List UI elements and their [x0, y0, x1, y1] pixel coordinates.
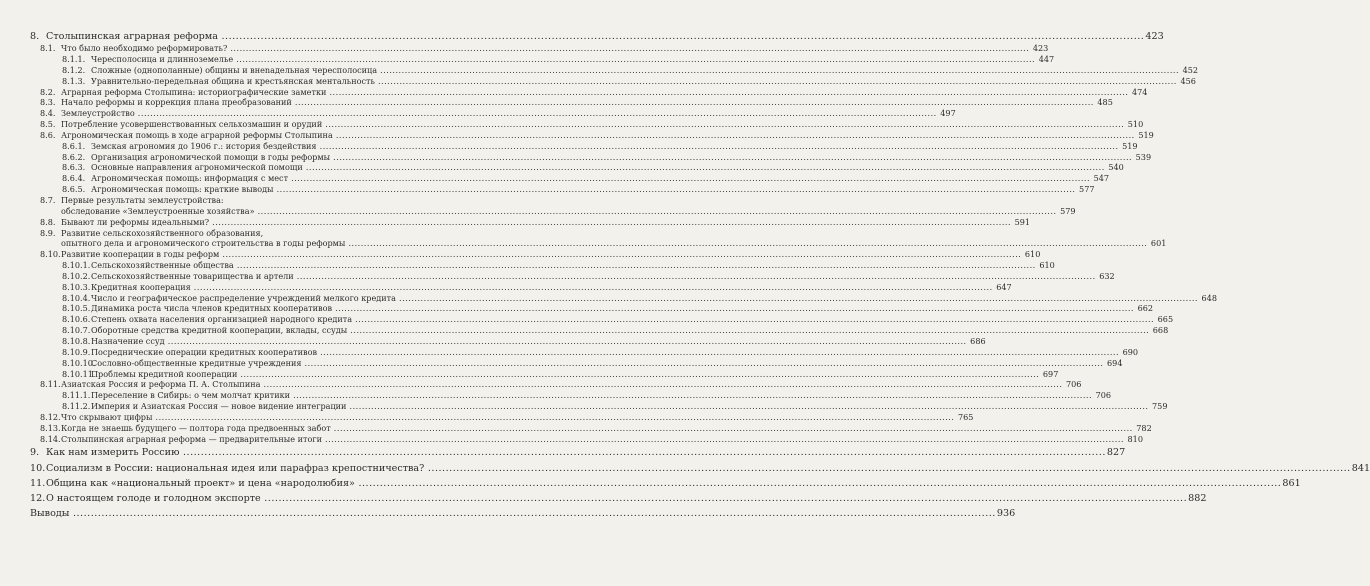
toc-entry-title: Назначение ссуд ..... [91, 336, 967, 347]
toc-entry [0, 401, 1168, 412]
toc-entry-title: Что было необходимо реформировать? ..... [61, 43, 1029, 54]
toc-entry-title: Сословно-общественные кредитные учреждения ..... [91, 358, 1103, 369]
toc-entry-title: Степень охвата населения организацией народного кредита ..... [91, 314, 1154, 325]
toc-entry-number: 8.10.11. [62, 368, 96, 379]
toc-entry-page: 759 [1152, 401, 1168, 412]
toc-entry-title: Выводы ..... [30, 507, 996, 520]
toc-entry [0, 173, 1110, 184]
toc-entry-number: 8.4. [40, 108, 56, 119]
toc-entry-page: 694 [1107, 357, 1123, 368]
toc-entry-number: 8.10.4. [62, 292, 91, 303]
toc-entry-page: 497 [940, 108, 956, 119]
toc-entry-number: 8.11.2. [62, 401, 91, 412]
toc-entry-page: 423 [1145, 31, 1164, 42]
toc-entry-number: 8.6.3. [62, 162, 86, 173]
toc-entry [0, 97, 1113, 108]
toc-entry [0, 281, 1012, 293]
toc-entry-title: Община как «национальный проект» и цена «народолюбия» ..... [46, 477, 1281, 490]
toc-entry-title: обследование «Землеустроенные хозяйства» ..... [61, 206, 1057, 217]
toc-entry-title: Аграрная реформа Столыпина: историографические заметки ..... [61, 87, 1128, 98]
toc-entry [0, 422, 1152, 434]
toc-entry-number: 8.6.1. [62, 140, 86, 151]
toc-entry-title: Империя и Азиатская Россия — новое видение интеграции ..... [91, 401, 1148, 412]
toc-entry-page: 841 [1351, 462, 1370, 474]
toc-entry-number: 11. [30, 477, 46, 489]
toc-entry-page: 706 [1065, 379, 1082, 390]
toc-entry-page: 706 [1095, 390, 1112, 401]
toc-entry [0, 368, 1059, 380]
toc-entry-title: Сельскохозяйственные общества ..... [91, 260, 1036, 271]
toc-entry-title: Что скрывают цифры ..... [61, 412, 954, 423]
toc-entry-page: 782 [1136, 422, 1152, 433]
toc-entry [0, 492, 1207, 505]
toc-entry-page: 452 [1182, 64, 1199, 75]
toc-entry-page: 423 [1032, 43, 1049, 54]
toc-entry-page: 668 [1152, 325, 1169, 336]
toc-entry-title: Как нам измерить Россию ..... [46, 446, 1106, 459]
toc-entry-page: 827 [1106, 447, 1126, 459]
toc-entry-title: Азиатская Россия и реформа П. А. Столыпина ..... [61, 379, 1062, 390]
toc-entry-page: 519 [1122, 140, 1138, 151]
toc-entry-page: 690 [1122, 346, 1139, 357]
toc-entry-number: 8.1. [40, 43, 56, 54]
toc-entry-title: Земская агрономия до 1906 г.: история бездействия ..... [91, 141, 1119, 152]
toc-entry-title: Столыпинская аграрная реформа — предварительные итоги ..... [61, 434, 1124, 445]
toc-entry-title: Посреднические операции кредитных кооперативов ..... [91, 347, 1119, 358]
toc-entry-number: 8.3. [40, 97, 56, 108]
toc-entry [0, 184, 1095, 195]
toc-entry-title: Агрономическая помощь в ходе аграрной реформы Столыпина ..... [61, 130, 1135, 141]
toc-entry-number: 8.13. [40, 422, 61, 433]
toc-entry-number: 8.7. [40, 195, 56, 205]
toc-entry-page: 882 [1188, 492, 1207, 504]
toc-entry-number: 12. [30, 492, 46, 504]
toc-entry-title: Чересполосица и длинноземелье ..... [91, 54, 1035, 65]
toc-entry [0, 346, 1139, 358]
toc-entry-number: 8.10.2. [62, 270, 91, 281]
toc-entry-title: Проблемы кредитной кооперации ..... [91, 369, 1039, 380]
toc-entry-page: 601 [1150, 238, 1167, 249]
toc-entry-title: Первые результаты землеустройства: [61, 195, 224, 205]
toc-entry-title: Землеустройство ..... [61, 108, 937, 119]
toc-entry-number: 9. [30, 447, 40, 459]
toc-entry-title: Сложные (однополанные) общины и внеnадельная чересполосица ..... [91, 65, 1179, 76]
toc-entry-title: Сельскохозяйственные товарищества и артели ..... [91, 271, 1096, 282]
toc-entry-number: 8.10.3. [62, 281, 91, 292]
toc-entry [0, 303, 1154, 314]
toc-entry-page: 861 [1282, 477, 1301, 489]
toc-entry-number: 8.2. [40, 86, 56, 97]
toc-entry-number: 8.12. [40, 411, 61, 422]
toc-entry-number: 8.10.1. [62, 260, 91, 271]
toc-entry-title: Основные направления агрономической помощи ..... [91, 162, 1105, 173]
toc-entry-page: 447 [1038, 54, 1055, 65]
toc-entry-page: 810 [1127, 433, 1143, 444]
toc-entry-number: 8.10.10. [62, 357, 96, 368]
toc-entry [0, 30, 1164, 43]
toc-entry [0, 335, 986, 347]
toc-entry-page: 474 [1131, 86, 1148, 97]
toc-entry-number: 8.5. [40, 119, 56, 130]
toc-entry [0, 462, 1370, 475]
toc-entry-number: 8.11. [40, 379, 61, 390]
table-of-contents [0, 30, 1370, 520]
toc-entry [0, 151, 1152, 163]
toc-entry-title: Развитие сельскохозяйственного образования, [61, 227, 264, 238]
toc-entry-number: 8.6. [40, 129, 56, 140]
toc-entry [0, 205, 1076, 217]
toc-entry-number: 8.6.5. [62, 184, 86, 195]
toc-entry-title: Число и географическое распределение учреждений мелкого кредита ..... [91, 293, 1198, 304]
toc-entry-title: опытного дела и агрономического строительства в годы реформы ..... [61, 238, 1147, 249]
toc-entry-page: 610 [1039, 260, 1055, 271]
toc-entry-page: 577 [1079, 184, 1095, 195]
toc-entry-title: Оборотные средства кредитной кооперации, вклады, ссуды ..... [91, 325, 1149, 336]
toc-entry-title: Столыпинская аграрная реформа ..... [46, 30, 1144, 43]
toc-entry-title: Переселение в Сибирь: о чем молчат критики ..... [91, 390, 1092, 401]
toc-entry-page: 665 [1157, 314, 1174, 325]
toc-entry [0, 238, 1167, 249]
toc-entry-page: 697 [1042, 368, 1059, 379]
toc-entry-number: 8.1.1. [62, 54, 86, 65]
toc-entry-page: 579 [1060, 205, 1076, 216]
toc-entry [0, 249, 1041, 260]
toc-entry-page: 765 [957, 411, 974, 422]
toc-entry-page: 662 [1137, 303, 1154, 314]
toc-entry-page: 632 [1099, 270, 1115, 281]
toc-entry-title: Бывают ли реформы идеальными? ..... [61, 217, 1011, 228]
toc-entry [0, 108, 956, 119]
toc-entry-page: 547 [1093, 173, 1110, 184]
toc-entry [0, 411, 974, 423]
toc-entry [0, 379, 1082, 390]
toc-entry [0, 43, 1049, 54]
toc-entry [0, 228, 398, 239]
toc-entry [0, 477, 1301, 490]
toc-entry-number: 8.8. [40, 216, 56, 227]
toc-entry [0, 140, 1138, 152]
toc-entry-title: Социализм в России: национальная идея или парафраз крепостничества? ..... [46, 462, 1351, 475]
toc-entry-title: Динамика роста числа членов кредитных кооперативов ..... [91, 303, 1134, 314]
toc-entry [0, 270, 1115, 282]
toc-entry [0, 314, 1174, 325]
toc-entry-number: 8.14. [40, 433, 61, 444]
toc-entry [0, 357, 1123, 369]
toc-entry-number: 8.6.2. [62, 151, 86, 162]
toc-entry-number: 8.10.9. [62, 346, 91, 357]
toc-entry-number: 10. [30, 462, 46, 474]
toc-entry-title: Кредитная кооперация ..... [91, 282, 993, 293]
toc-entry [0, 260, 1055, 271]
toc-entry [0, 64, 1199, 76]
toc-entry [0, 325, 1169, 336]
toc-entry [0, 129, 1154, 141]
toc-entry [0, 195, 398, 206]
toc-entry-title: О настоящем голоде и голодном экспорте ..... [46, 492, 1187, 505]
toc-entry [0, 75, 1196, 87]
toc-entry-title: Агрономическая помощь: информация с мест ..... [91, 173, 1090, 184]
toc-entry-page: 610 [1024, 249, 1041, 260]
toc-entry-title: Агрономическая помощь: краткие выводы ..... [91, 184, 1076, 195]
toc-entry-page: 647 [996, 281, 1012, 292]
toc-entry-title: Когда не знаешь будущего — полтора года предвоенных забот ..... [61, 423, 1133, 434]
toc-entry-page: 936 [996, 508, 1016, 520]
toc-entry-number: 8.10.5. [62, 303, 91, 314]
toc-entry [0, 507, 1016, 520]
toc-entry-number: 8.9. [40, 227, 56, 238]
toc-entry [0, 119, 1144, 130]
toc-entry-page: 591 [1014, 216, 1031, 227]
toc-entry-number: 8.11.1. [62, 390, 91, 401]
toc-entry-number: 8.10. [40, 249, 61, 260]
toc-entry-page: 686 [970, 335, 986, 346]
toc-entry [0, 433, 1143, 445]
toc-entry [0, 54, 1055, 65]
toc-entry-page: 510 [1127, 119, 1144, 130]
toc-entry-title: Начало реформы и коррекция плана преобразований ..... [61, 97, 1094, 108]
toc-entry [0, 292, 1217, 304]
toc-entry-title: Организация агрономической помощи в годы реформы ..... [91, 152, 1132, 163]
toc-entry-number: 8.10.7. [62, 325, 91, 336]
toc-entry [0, 162, 1124, 173]
toc-entry-page: 648 [1201, 292, 1217, 303]
toc-entry-number: 8. [30, 31, 40, 42]
toc-entry-title: Уравнительно-передельная община и крестьянская ментальность ..... [91, 76, 1177, 87]
toc-entry-title: Развитие кооперации в годы реформ ..... [61, 249, 1021, 260]
toc-entry [0, 446, 1126, 459]
toc-entry-title: Потребление усовершенствованных сельхозмашин и орудий ..... [61, 119, 1124, 130]
toc-entry-page: 456 [1180, 75, 1196, 86]
toc-entry-number: 8.10.8. [62, 335, 91, 346]
toc-entry-number: 8.1.2. [62, 64, 86, 75]
toc-entry [0, 390, 1112, 401]
toc-entry [0, 216, 1031, 228]
toc-entry-page: 540 [1108, 162, 1124, 173]
toc-entry-page: 539 [1135, 151, 1152, 162]
toc-entry-page: 485 [1097, 97, 1113, 108]
toc-entry-number: 8.1.3. [62, 75, 86, 86]
toc-entry-number: 8.6.4. [62, 173, 86, 184]
toc-entry-page: 519 [1138, 129, 1154, 140]
toc-entry [0, 86, 1148, 98]
toc-entry-number: 8.10.6. [62, 314, 91, 325]
